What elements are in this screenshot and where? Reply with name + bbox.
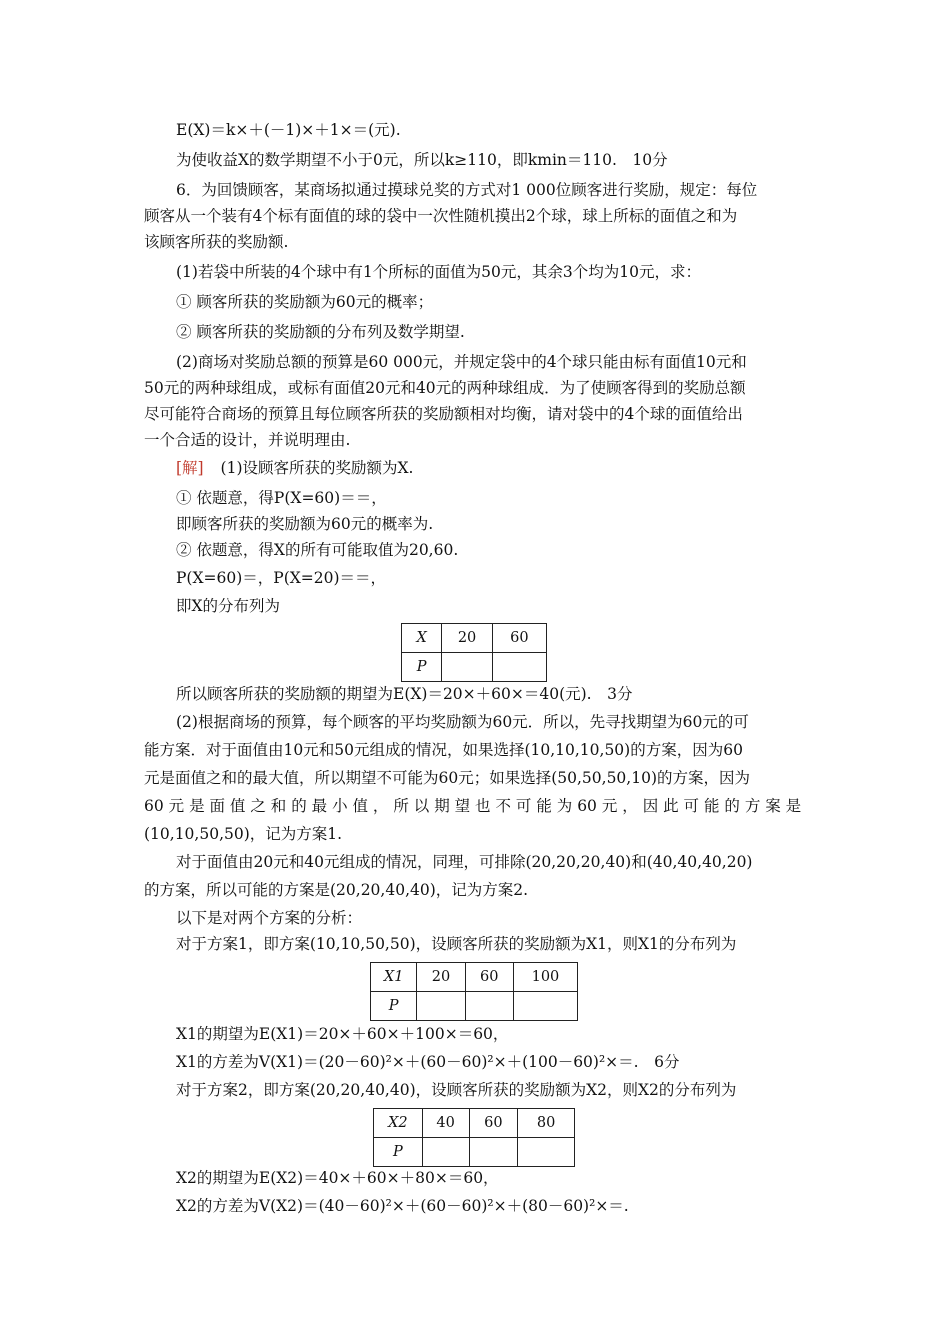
solution-line: 所以顾客所获的奖励额的期望为E(X)＝20×＋60×＝40(元). 3分 [176,685,633,703]
part-2-line-1: (2)商场对奖励总额的预算是60 000元，并规定袋中的4个球只能由标有面值10元和 [176,353,747,371]
table-cell [518,1138,575,1167]
part-2-line-3: 尽可能符合商场的预算且每位顾客所获的奖励额相对均衡，请对袋中的4个球的面值给出 [144,405,743,423]
table-cell [422,1138,469,1167]
question-6-line-2: 顾客从一个装有4个标有面值的球的袋中一次性随机摸出2个球，球上所标的面值之和为 [144,207,738,225]
solution-line: 60 元 是 面 值 之 和 的 最 小 值 ， 所 以 期 望 也 不 可 能 为 60 元 ， 因 此 可 能 的 方 案 是 [144,797,802,815]
expectation-line: E(X)＝k×＋(－1)×＋1×＝(元). [176,121,401,139]
solution-line: 对于面值由20元和40元组成的情况，同理，可排除(20,20,20,40)和(40,40,40,20) [176,853,753,871]
solution-mark: [解] [176,459,204,477]
solution-line: X1的方差为V(X1)＝(20－60)²×＋(60－60)²×＋(100－60)²×＝. 6分 [176,1053,680,1071]
table-cell: 20 [442,624,492,653]
kmin-line: 为使收益X的数学期望不小于0元，所以k≥110，即kmin＝110. 10分 [176,151,668,169]
distribution-table-x1 [370,962,578,1021]
table-cell: 40 [422,1109,469,1138]
solution-line: (2)根据商场的预算，每个顾客的平均奖励额为60元．所以，先寻找期望为60元的可 [176,713,749,731]
solution-line: (10,10,50,50)，记为方案1. [144,825,343,843]
table-cell [442,653,492,682]
table-cell [465,992,513,1021]
solution-line: 对于方案1，即方案(10,10,50,50)，设顾客所获的奖励额为X1，则X1的分布列为 [176,935,737,953]
table-cell: 20 [417,963,465,992]
distribution-table-x [401,623,547,682]
table-cell: 60 [492,624,546,653]
solution-line: ② 依题意，得X的所有可能取值为20,60. [176,541,459,559]
table-header: P [374,1138,423,1167]
solution-line: X2的期望为E(X2)＝40×＋60×＋80×＝60， [176,1169,499,1187]
solution-intro: (1)设顾客所获的奖励额为X. [220,459,414,477]
solution-line: 的方案，所以可能的方案是(20,20,40,40)，记为方案2. [144,881,529,899]
table-cell [513,992,577,1021]
table-header: P [402,653,442,682]
table-header: X2 [374,1109,423,1138]
table-header: X1 [371,963,417,992]
part-2-line-2: 50元的两种球组成，或标有面值20元和40元的两种球组成．为了使顾客得到的奖励总额 [144,379,746,397]
solution-line: 以下是对两个方案的分析： [176,909,363,927]
table-header: P [371,992,417,1021]
part-1-text: (1)若袋中所装的4个球中有1个所标的面值为50元，其余3个均为10元，求： [176,263,701,281]
part-1-a: ① 顾客所获的奖励额为60元的概率； [176,293,434,311]
solution-line: 对于方案2，即方案(20,20,40,40)，设顾客所获的奖励额为X2，则X2的分布列为 [176,1081,737,1099]
solution-line: 能方案．对于面值由10元和50元组成的情况，如果选择(10,10,10,50)的方案，因为60 [144,741,743,759]
part-1-b: ② 顾客所获的奖励额的分布列及数学期望. [176,323,465,341]
solution-line: X2的方差为V(X2)＝(40－60)²×＋(60－60)²×＋(80－60)²×＝. [176,1197,629,1215]
solution-line: ① 依题意，得P(X=60)＝＝， [176,489,387,507]
solution-line: 即顾客所获的奖励额为60元的概率为. [176,515,434,533]
table-cell: 60 [465,963,513,992]
question-6-line-1: 6．为回馈顾客，某商场拟通过摸球兑奖的方式对1 000位顾客进行奖励，规定：每位 [176,181,758,199]
part-2-line-4: 一个合适的设计，并说明理由. [144,431,351,449]
table-header: X [402,624,442,653]
solution-line: X1的期望为E(X1)＝20×＋60×＋100×＝60， [176,1025,509,1043]
solution-start [176,458,816,478]
solution-line: 元是面值之和的最大值，所以期望不可能为60元；如果选择(50,50,50,10)的方案，因为 [144,769,750,787]
table-cell: 80 [518,1109,575,1138]
question-6-line-3: 该顾客所获的奖励额. [144,233,289,251]
distribution-table-x2 [373,1108,575,1167]
table-cell [469,1138,518,1167]
solution-line: 即X的分布列为 [176,597,281,615]
solution-line: P(X=60)＝，P(X=20)＝＝， [176,569,387,587]
table-cell: 60 [469,1109,518,1138]
table-cell [492,653,546,682]
table-cell [417,992,465,1021]
table-cell: 100 [513,963,577,992]
